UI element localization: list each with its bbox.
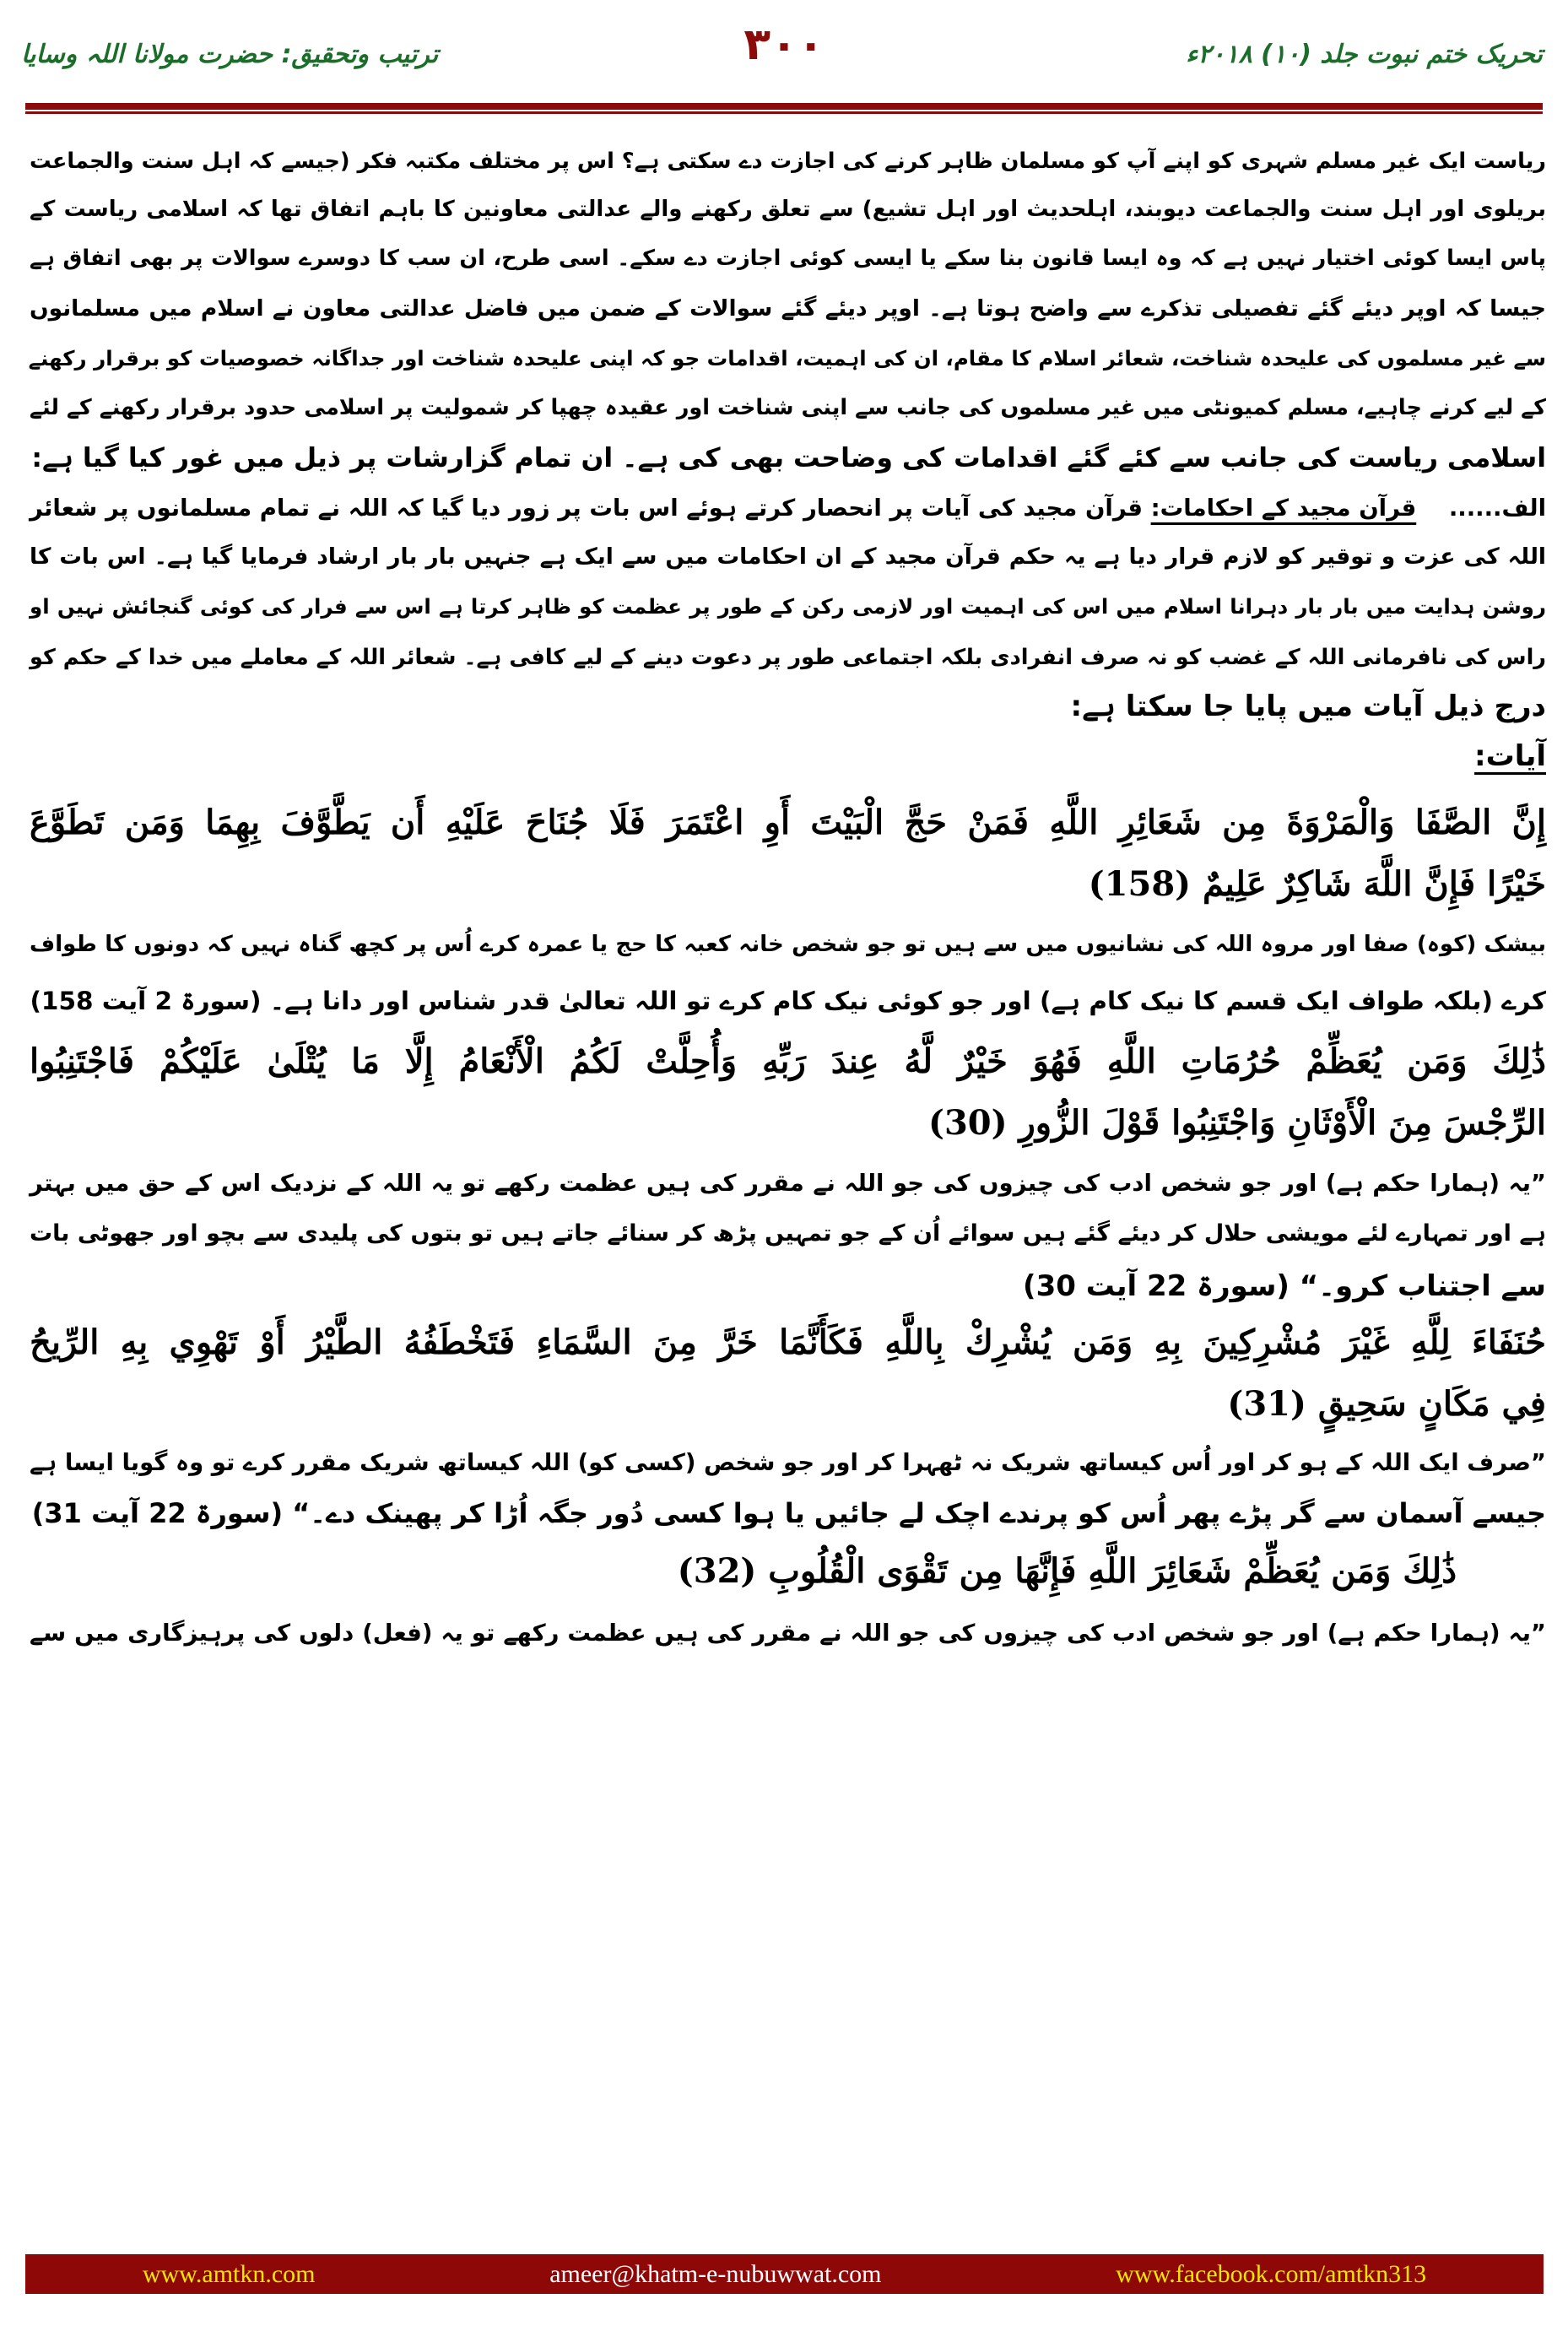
text-line: ریاست ایک غیر مسلم شہری کو اپنے آپ کو مسلمان ظاہر کرنے کی اجازت دے سکتی ہے؟ اس پر مختلف مکتبہ فکر (جیسے کہ اہل سنت والجماعت <box>30 149 1546 174</box>
compiler-credit: ترتیب وتحقیق: حضرت مولانا اللہ وسایا <box>21 40 439 69</box>
translation-line: ”یہ (ہمارا حکم ہے) اور جو شخص ادب کی چیزوں کی جو اللہ نے مقرر کی ہیں عظمت رکھے تو یہ (فعل) دلوں کی پرہیزگاری میں سے <box>30 1620 1546 1647</box>
section-heading: قرآن مجید کے احکامات: <box>1150 495 1417 522</box>
book-title: تحریک ختم نبوت جلد (۱۰) ۲۰۱۸ء <box>1186 40 1543 69</box>
email-link[interactable]: ameer@khatm-e-nubuwwat.com <box>549 2259 882 2288</box>
footer-bar <box>25 2254 1544 2294</box>
header-divider <box>25 103 1543 110</box>
quran-verse: فِي مَكَانٍ سَحِيقٍ (31) <box>1227 1384 1546 1424</box>
website-link[interactable]: www.amtkn.com <box>142 2259 316 2288</box>
translation-line: ”یہ (ہمارا حکم ہے) اور جو شخص ادب کی چیزوں کی جو اللہ نے مقرر کی ہیں عظمت رکھے تو یہ اللہ کے نزدیک اس کے حق میں بہتر <box>30 1170 1546 1197</box>
quran-verse: إِنَّ الصَّفَا وَالْمَرْوَةَ مِن شَعَائِرِ اللَّهِ فَمَنْ حَجَّ الْبَيْتَ أَوِ اعْتَمَرَ فَلَا جُنَاحَ عَلَيْهِ أَن يَطَّوَّفَ بِهِمَا وَمَن تَطَوَّعَ <box>30 803 1546 842</box>
text-line: کے لیے کرنے چاہیے، مسلم کمیونٹی میں غیر مسلموں کی جانب سے اپنی شناخت اور عقیدہ چھپا کر شمولیت پر اسلامی حدود برقرار رکھنے کے لئے <box>30 395 1546 420</box>
facebook-link[interactable]: www.facebook.com/amtkn313 <box>1116 2259 1427 2288</box>
quran-verse: الرِّجْسَ مِنَ الْأَوْثَانِ وَاجْتَنِبُوا قَوْلَ الزُّورِ (30) <box>928 1103 1546 1143</box>
section-marker: الف...... <box>1448 495 1546 522</box>
quran-verse: ذَٰلِكَ وَمَن يُعَظِّمْ حُرُمَاتِ اللَّهِ فَهُوَ خَيْرٌ لَّهُ عِندَ رَبِّهِ وَأُحِلَّتْ لَكُمُ الْأَنْعَامُ إِلَّا مَا يُتْلَىٰ عَلَيْكُمْ فَاجْتَنِبُوا <box>30 1041 1546 1081</box>
translation-line: بیشک (کوہ) صفا اور مروہ اللہ کی نشانیوں میں سے ہیں تو جو شخص خانہ کعبہ کا حج یا عمرہ کرے اُس پر کچھ گناہ نہیں کہ دونوں کا طواف <box>30 932 1546 957</box>
section-heading-line <box>30 481 1546 535</box>
translation-line: ”صرف ایک اللہ کے ہو کر اور اُس کیساتھ شریک نہ ٹھہرا کر اور جو شخص (کسی کو) اللہ کیساتھ شریک مقرر کرے تو وہ گویا ایسا ہے <box>30 1449 1546 1476</box>
text-line: اللہ کی عزت و توقیر کو لازم قرار دیا ہے یہ حکم قرآن مجید کے ان احکامات میں سے ایک ہے جنہیں بار بار ارشاد فرمایا گیا ہے۔ اس بات کا <box>30 544 1546 570</box>
quran-verse: حُنَفَاءَ لِلَّهِ غَيْرَ مُشْرِكِينَ بِهِ وَمَن يُشْرِكْ بِاللَّهِ فَكَأَنَّمَا خَرَّ مِنَ السَّمَاءِ فَتَخْطَفُهُ الطَّيْرُ أَوْ تَهْوِي بِهِ الرِّيحُ <box>30 1322 1547 1362</box>
quran-verse: ذَٰلِكَ وَمَن يُعَظِّمْ شَعَائِرَ اللَّهِ فَإِنَّهَا مِن تَقْوَى الْقُلُوبِ (32) <box>677 1551 1457 1591</box>
text-line: سے غیر مسلموں کی علیحدہ شناخت، شعائر اسلام کا مقام، ان کی اہمیت، اقدامات جو کہ اپنی علیحدہ شناخت اور جداگانہ خصوصیات کو برقرار رکھنے <box>28 346 1546 371</box>
text-line: بریلوی اور اہل سنت والجماعت دیوبند، اہلحدیث اور اہل تشیع) سے تعلق رکھنے والے عدالتی معاونین کا باہم اتفاق تھا کہ اسلامی ریاست کے <box>30 197 1546 222</box>
text-line: درج ذیل آیات میں پایا جا سکتا ہے: <box>1070 690 1546 723</box>
verses-heading-text: آیات: <box>1474 739 1546 773</box>
verses-heading <box>30 729 1546 783</box>
translation-line: ہے اور تمہارے لئے مویشی حلال کر دیئے گئے ہیں سوائے اُن کے جو تمہیں پڑھ کر سنائے جاتے ہیں تو بتوں کی پلیدی سے بچو اور جھوٹی بات <box>30 1220 1546 1247</box>
quran-verse: خَيْرًا فَإِنَّ اللَّهَ شَاكِرٌ عَلِيمٌ (158) <box>1088 864 1546 904</box>
text-segment: قرآن مجید کی آیات پر انحصار کرتے ہوئے اس بات پر زور دیا گیا کہ اللہ نے تمام مسلمانوں پر شعائر <box>30 495 1143 522</box>
page-number: ۳۰۰ <box>743 19 825 70</box>
text-line: راس کی نافرمانی اللہ کے غضب کو نہ صرف انفرادی بلکہ اجتماعی طور پر دعوت دینے کے لیے کافی ہے۔ شعائر اللہ کے معاملے میں خدا کے حکم کو <box>30 645 1546 670</box>
text-line: پاس ایسا کوئی اختیار نہیں ہے کہ وہ ایسا قانون بنا سکے یا ایسی کوئی اجازت دے سکے۔ اسی طرح، ان سب کا دوسرے سوالات پر بھی اتفاق ہے <box>30 246 1546 271</box>
header-divider-thin <box>25 111 1543 114</box>
text-line: اسلامی ریاست کی جانب سے کئے گئے اقدامات کی وضاحت بھی کی ہے۔ ان تمام گزارشات پر ذیل میں غور کیا گیا ہے: <box>31 443 1546 473</box>
translation-line: جیسے آسمان سے گر پڑے پھر اُس کو پرندے اچک لے جائیں یا ہوا کسی دُور جگہ اُڑا کر پھینک دے۔“ (سورۃ 22 آیت 31) <box>31 1497 1546 1529</box>
translation-line: سے اجتناب کرو۔“ (سورۃ 22 آیت 30) <box>1023 1269 1546 1303</box>
translation-line: کرے (بلکہ طواف ایک قسم کا نیک کام ہے) اور جو کوئی نیک کام کرے تو اللہ تعالیٰ قدر شناس اور دانا ہے۔ (سورۃ 2 آیت 158) <box>30 987 1546 1015</box>
text-line: روشن ہدایت میں بار بار دہرانا اسلام میں اس کی اہمیت اور لازمی رکن کے طور پر عظمت کو ظاہر کرتا ہے اس سے فرار کی کوئی گنجائش نہیں او <box>30 594 1546 619</box>
text-line: جیسا کہ اوپر دیئے گئے تفصیلی تذکرے سے واضح ہوتا ہے۔ اوپر دیئے گئے سوالات کے ضمن میں فاضل عدالتی معاون نے اسلام میں مسلمانوں <box>30 295 1546 322</box>
